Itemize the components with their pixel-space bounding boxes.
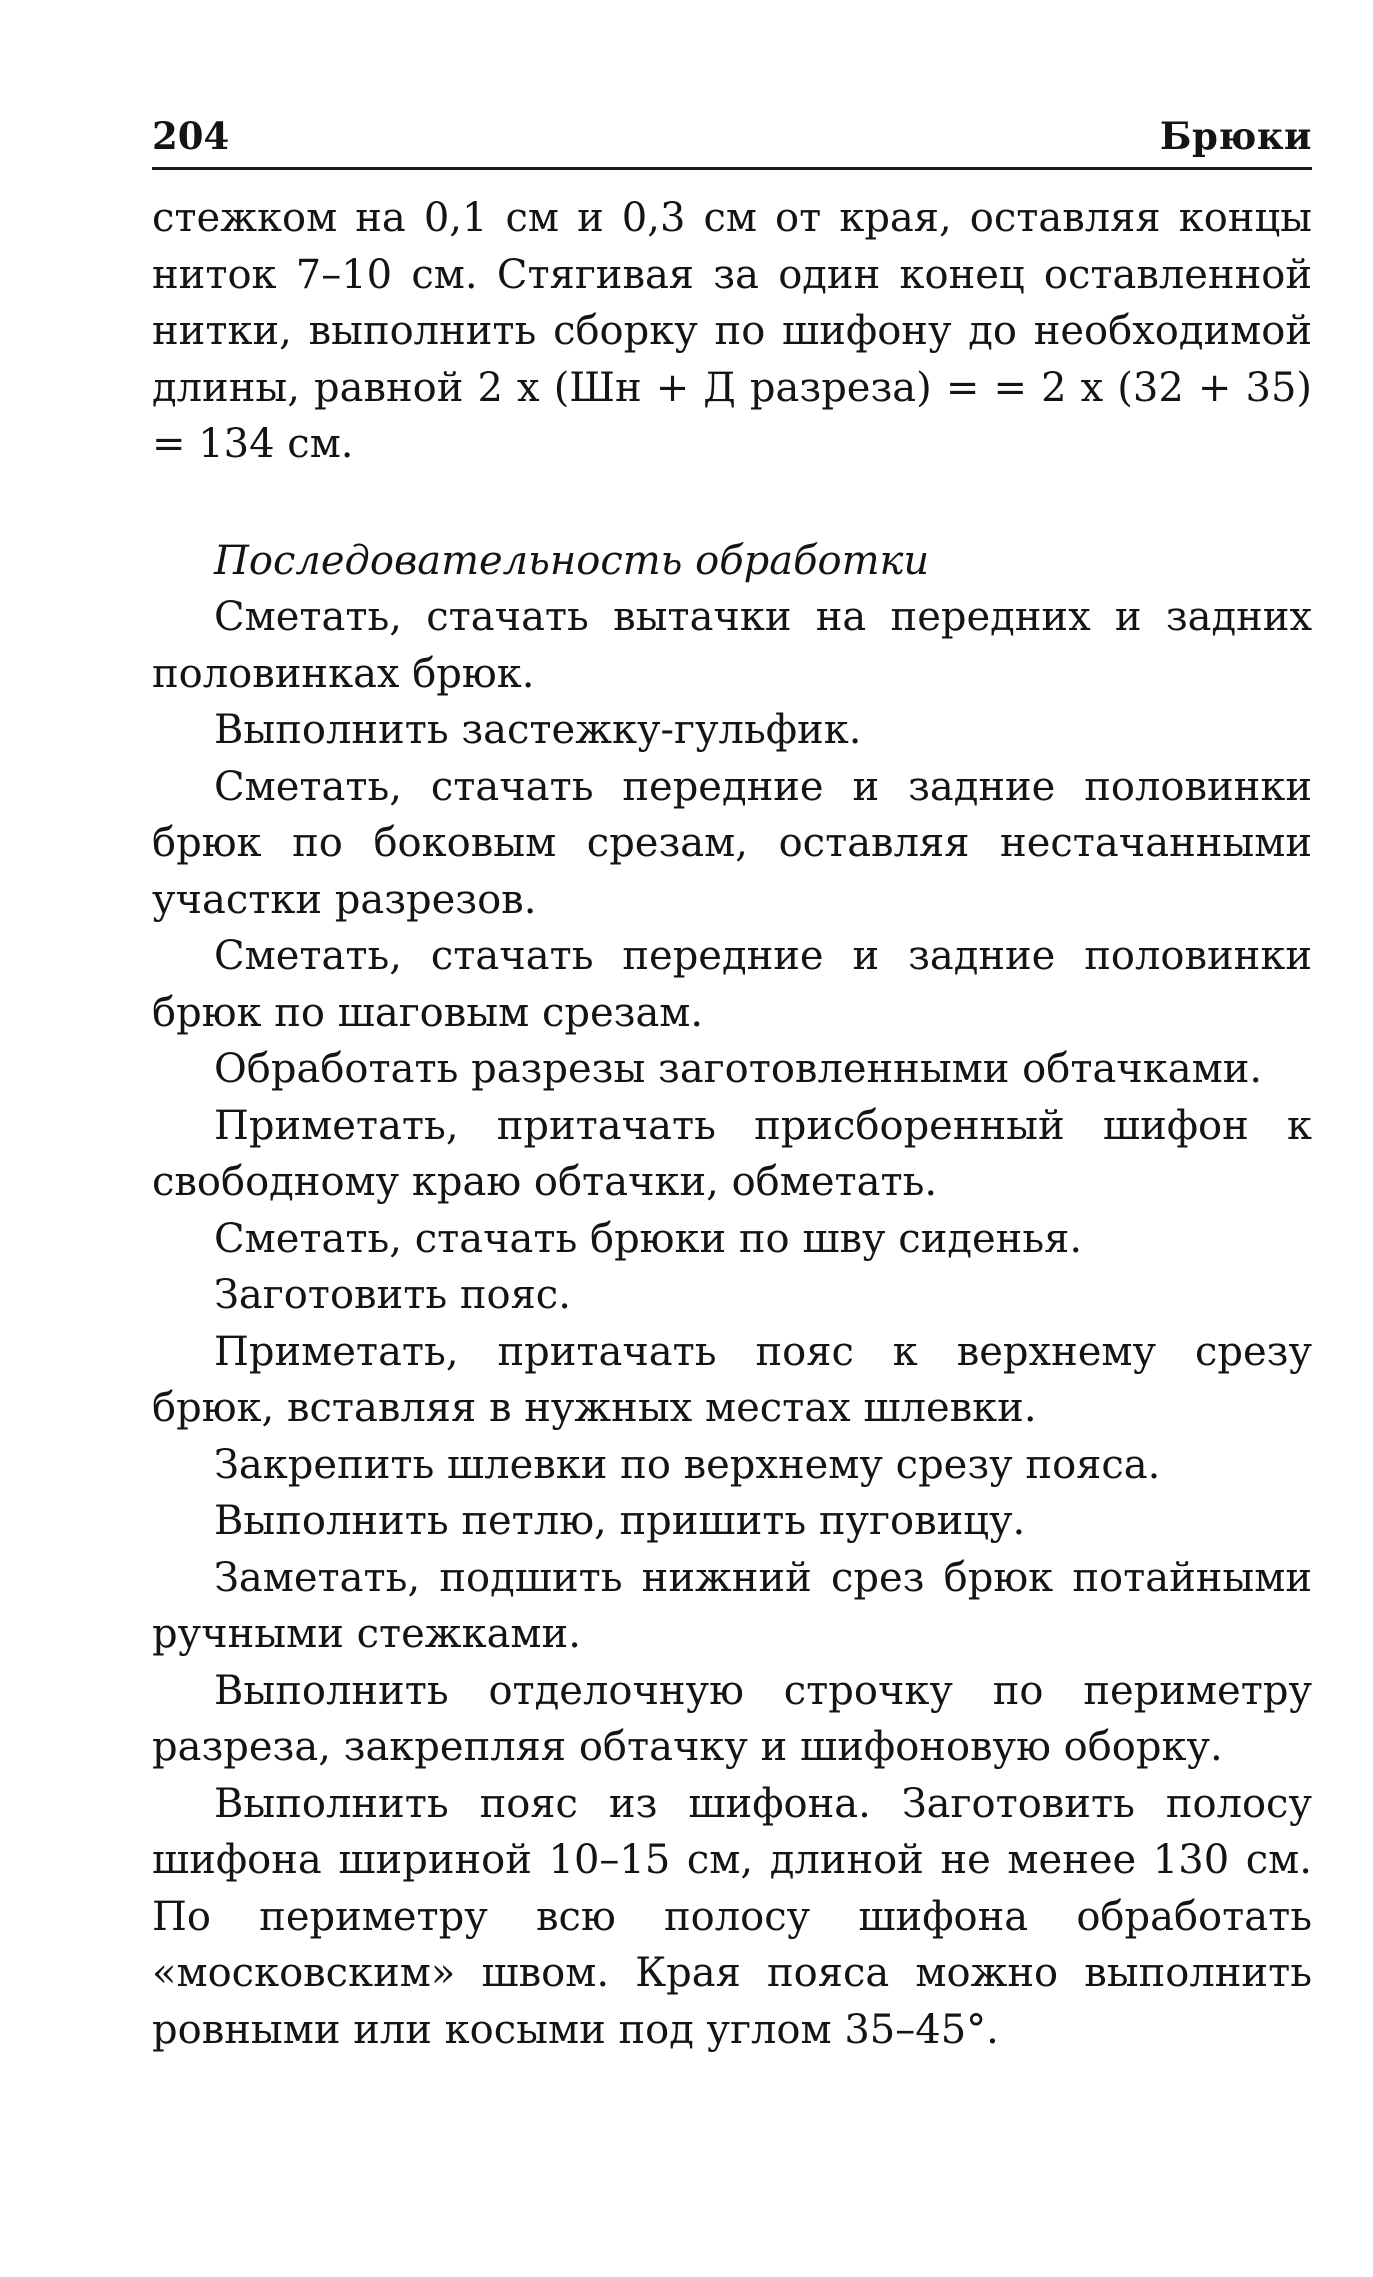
running-title: Брюки (1159, 114, 1312, 158)
step-paragraph: Выполнить петлю, пришить пуговицу. (214, 1498, 1026, 1544)
step-paragraph: Сметать, стачать передние и задние половинки брюк по боковым срезам, оставляя нестачанными участки разрезов. (152, 763, 1312, 923)
step-paragraph: Заметать, подшить нижний срез брюк потайными ручными стежками. (152, 1554, 1312, 1657)
step-paragraph: Заготовить пояс. (214, 1272, 571, 1318)
book-page (152, 114, 1312, 2058)
intro-paragraph: стежком на 0,1 см и 0,3 см от края, оставляя концы ниток 7–10 см. Стягивая за один конец оставленной нитки, выполнить сборку по шифону до необходимой длины, равной 2 x (Шн + Д разреза) = = 2 x (32 + 35) = 134 см. (152, 195, 1312, 467)
step-paragraph: Сметать, стачать передние и задние половинки брюк по шаговым срезам. (152, 933, 1312, 1036)
step-paragraph: Приметать, притачать пояс к верхнему срезу брюк, вставляя в нужных местах шлевки. (152, 1328, 1312, 1431)
step-paragraph: Выполнить застежку-гульфик. (214, 707, 862, 753)
page-header (152, 114, 1312, 170)
step-paragraph: Сметать, стачать вытачки на передних и задних половинках брюк. (152, 594, 1312, 697)
step-paragraph: Приметать, притачать присборенный шифон к свободному краю обтачки, обметать. (152, 1102, 1312, 1205)
page-body (152, 190, 1312, 2058)
page-number: 204 (152, 114, 230, 158)
step-paragraph: Обработать разрезы заготовленными обтачками. (214, 1046, 1263, 1092)
step-paragraph: Выполнить пояс из шифона. Заготовить полосу шифона шириной 10–15 см, длиной не менее 130 см. По периметру всю полосу шифона обработать «московским» швом. Края пояса можно выполнить ровными или косыми под углом 35–45°. (152, 1780, 1312, 2053)
step-paragraph: Выполнить отделочную строчку по периметру разреза, закрепляя обтачку и шифоновую оборку. (152, 1667, 1312, 1770)
step-paragraph: Закрепить шлевки по верхнему срезу пояса. (214, 1441, 1161, 1488)
step-paragraph: Сметать, стачать брюки по шву сиденья. (214, 1215, 1083, 1262)
section-heading: Последовательность обработки (214, 537, 930, 584)
